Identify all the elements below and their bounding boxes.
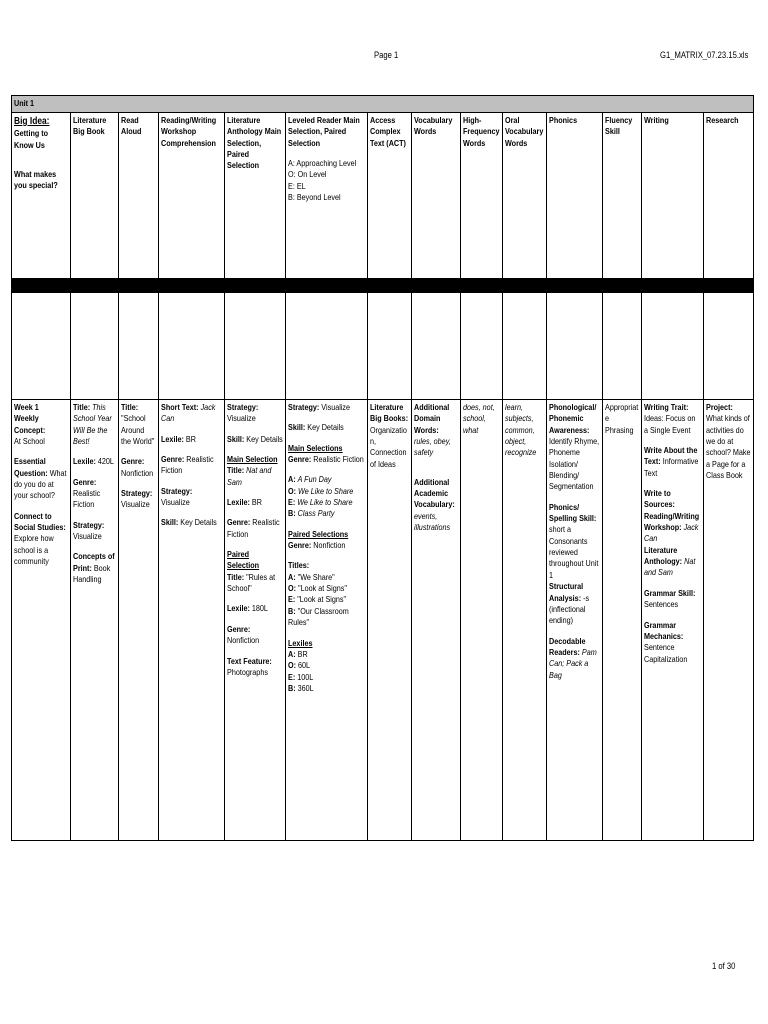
big-idea-text: Getting to Know Us <box>14 128 49 150</box>
leveled-paired-title: "We Share" <box>297 571 335 582</box>
col-header-writing: Writing <box>642 113 704 279</box>
workshop-cell: Short Text: Jack Can Lexile: BR Genre: Realistic Fiction Strategy: Visualize Skill: Key Details <box>159 400 225 841</box>
big-book-title: This School Year Will Be the Best! <box>73 402 112 447</box>
level-a-label: A: Approaching Level <box>288 158 357 169</box>
read-aloud-title: "School Around the World" <box>121 413 155 447</box>
unit-title: Unit 1 <box>14 98 35 108</box>
big-book-cell: Title: This School Year Will Be the Best! Lexile: 420L Genre: Realistic Fiction Strategy: Visualize Concepts of Print: Book Handling <box>71 400 119 841</box>
act-cell: Literature Big Books: Organization, Connection of Ideas <box>368 400 412 841</box>
page-count-label: 1 of 30 <box>712 961 736 971</box>
blank-cell <box>12 293 71 400</box>
vocabulary-cell: Additional Domain Words: rules, obey, safety Additional Academic Vocabulary: events, illustrations <box>412 400 461 841</box>
unit-row <box>12 96 754 113</box>
blank-cell <box>704 293 754 400</box>
leveled-main-title: Class Party <box>297 508 335 519</box>
col-header-vocabulary-words: Vocabulary Words <box>412 113 461 279</box>
essential-question: What do you do at your school? <box>14 467 67 501</box>
unit-title-cell <box>12 96 754 113</box>
col-header-high-frequency-words: High-Frequency Words <box>461 113 503 279</box>
leveled-reader-heading: Leveled Reader Main Selection, Paired Selection <box>288 115 360 148</box>
black-divider <box>12 279 754 293</box>
short-text-title: Jack Can <box>161 402 216 424</box>
high-frequency-cell: does, not, school, what <box>461 400 503 841</box>
blank-cell <box>642 293 704 400</box>
leveled-paired-title: "Look at Signs" <box>298 583 347 594</box>
blank-cell <box>503 293 547 400</box>
col-header-oral-vocabulary: Oral Vocabulary Words <box>503 113 547 279</box>
blank-cell <box>119 293 159 400</box>
blank-cell <box>603 293 642 400</box>
col-header-phonics: Phonics <box>547 113 603 279</box>
anthology-main-title: Nat and Sam <box>227 465 272 487</box>
research-cell: Project: What kinds of activities do we do at school? Make a Page for a Class Book <box>704 400 754 841</box>
blank-row <box>12 293 754 400</box>
leveled-reader-cell: Strategy: Visualize Skill: Key Details Main Selections Genre: Realistic Fiction A: A Fun Day O: We Like to Share E: We Like to Share B: Class Party Paired Selections Genre: Nonfiction Titles: A: "We Share" O: "Look at Signs" E: "Look at Signs" B: "Our Classroom Rules" Lexiles A: BR O: 60L E: 100L B: 360L <box>286 400 368 841</box>
header-row <box>12 113 754 279</box>
leveled-main-title: A Fun Day <box>297 474 332 485</box>
col-header-reading-writing-workshop: Reading/Writing Workshop Comprehension <box>159 113 225 279</box>
col-header-research: Research <box>704 113 754 279</box>
leveled-paired-title: "Look at Signs" <box>297 594 347 605</box>
blank-cell <box>71 293 119 400</box>
curriculum-matrix-table <box>11 95 754 841</box>
connect-text: Explore how school is a community <box>14 533 54 567</box>
blank-cell <box>368 293 412 400</box>
blank-cell <box>461 293 503 400</box>
level-b-label: B: Beyond Level <box>288 192 341 203</box>
blank-cell <box>225 293 286 400</box>
file-name-label: G1_MATRIX_07.23.15.xls <box>660 50 749 60</box>
week-1-row <box>12 400 754 841</box>
weekly-concept: At School <box>14 436 45 447</box>
col-header-read-aloud: Read Aloud <box>119 113 159 279</box>
read-aloud-cell: Title: "School Around the World" Genre: Nonfiction Strategy: Visualize <box>119 400 159 841</box>
week-cell: Week 1 Weekly Concept: At School Essential Question: What do you do at your school? Connect to Social Studies: Explore how school is a community <box>12 400 71 841</box>
phonics-cell: Phonological/ Phonemic Awareness: Identify Rhyme, Phoneme Isolation/ Blending/ Segmentation Phonics/ Spelling Skill: short a Consonants reviewed throughout Unit 1 Structural Analysis: -s (inflectional ending) Decodable Readers: Pam Can; Pack a Bag <box>547 400 603 841</box>
anthology-cell: Strategy: Visualize Skill: Key Details Main Selection Title: Nat and Sam Lexile: BR Genre: Realistic Fiction Paired Selection Title: "Rules at School" Lexile: 180L Genre: Nonfiction Text Feature: Photographs <box>225 400 286 841</box>
big-idea-question: What makes you special? <box>14 168 58 191</box>
anthology-paired-title: "Rules at School" <box>227 571 276 594</box>
level-e-label: E: EL <box>288 180 306 191</box>
col-header-literature-anthology: Literature Anthology Main Selection, Paired Selection <box>225 113 286 279</box>
divider-row <box>12 279 754 293</box>
blank-cell <box>547 293 603 400</box>
blank-cell <box>159 293 225 400</box>
big-idea-label: Big Idea: <box>14 116 50 127</box>
leveled-main-title: We Like to Share <box>298 485 354 496</box>
leveled-paired-title: "Our Classroom Rules" <box>288 605 349 628</box>
big-idea-header <box>12 113 71 279</box>
col-header-fluency-skill: Fluency Skill <box>603 113 642 279</box>
col-header-leveled-reader <box>286 113 368 279</box>
col-header-literature-big-book: Literature Big Book <box>71 113 119 279</box>
col-header-access-complex-text: Access Complex Text (ACT) <box>368 113 412 279</box>
level-o-label: O: On Level <box>288 169 327 180</box>
blank-cell <box>286 293 368 400</box>
blank-cell <box>412 293 461 400</box>
page-number-label: Page 1 <box>374 50 399 60</box>
oral-vocabulary-cell: learn, subjects, common, object, recognize <box>503 400 547 841</box>
writing-cell: Writing Trait: Ideas: Focus on a Single Event Write About the Text: Informative Text Write to Sources: Reading/Writing Workshop: Jack Can Literature Anthology: Nat and Sam Grammar Skill: Sentences Grammar Mechanics: Sentence Capitalization <box>642 400 704 841</box>
leveled-main-title: We Like to Share <box>297 497 353 508</box>
fluency-cell: Appropriate Phrasing <box>603 400 642 841</box>
